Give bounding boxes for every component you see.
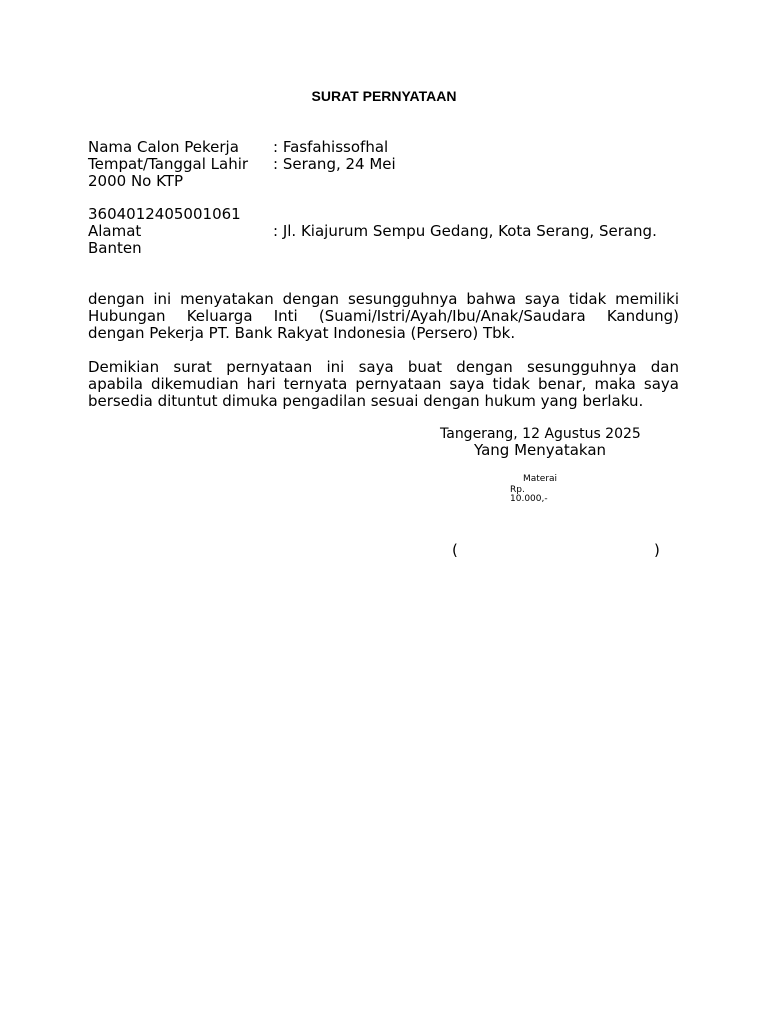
paragraph-line: dengan Pekerja PT. Bank Rakyat Indonesia (Persero) Tbk. [88,324,516,342]
birth-value: : Serang, 24 Mei [273,155,396,173]
stamp-amount: 10.000,- [510,494,548,504]
document-title: SURAT PERNYATAAN [311,88,457,104]
signature-open-paren: ( [452,541,458,559]
name-label: Nama Calon Pekerja [88,138,239,156]
stamp-currency: Rp. [510,485,525,495]
address-value: : Jl. Kiajurum Sempu Gedang, Kota Serang, Serang. [273,222,657,240]
birth-label: Tempat/Tanggal Lahir [88,155,249,173]
name-value: : Fasfahissofhal [273,138,389,156]
paragraph-line: apabila dikemudian hari ternyata pernyataan saya tidak benar, maka saya [88,375,679,393]
address-label: Alamat [88,222,142,240]
declarant-label: Yang Menyatakan [474,441,607,459]
paragraph-line: dengan ini menyatakan dengan sesungguhnya bahwa saya tidak memiliki [88,290,679,308]
signature-close-paren: ) [654,541,660,559]
stamp-label: Materai [523,474,558,484]
birth-wrap-text: 2000 No KTP [88,172,183,190]
ktp-number: 3604012405001061 [88,205,241,223]
place-date: Tangerang, 12 Agustus 2025 [440,426,641,442]
address-wrap-text: Banten [88,239,142,257]
paragraph-line: bersedia dituntut dimuka pengadilan sesuai dengan hukum yang berlaku. [88,392,644,410]
paragraph-line: Demikian surat pernyataan ini saya buat dengan sesungguhnya dan [88,358,679,376]
paragraph-line: Hubungan Keluarga Inti (Suami/Istri/Ayah/Ibu/Anak/Saudara Kandung) [88,307,679,325]
